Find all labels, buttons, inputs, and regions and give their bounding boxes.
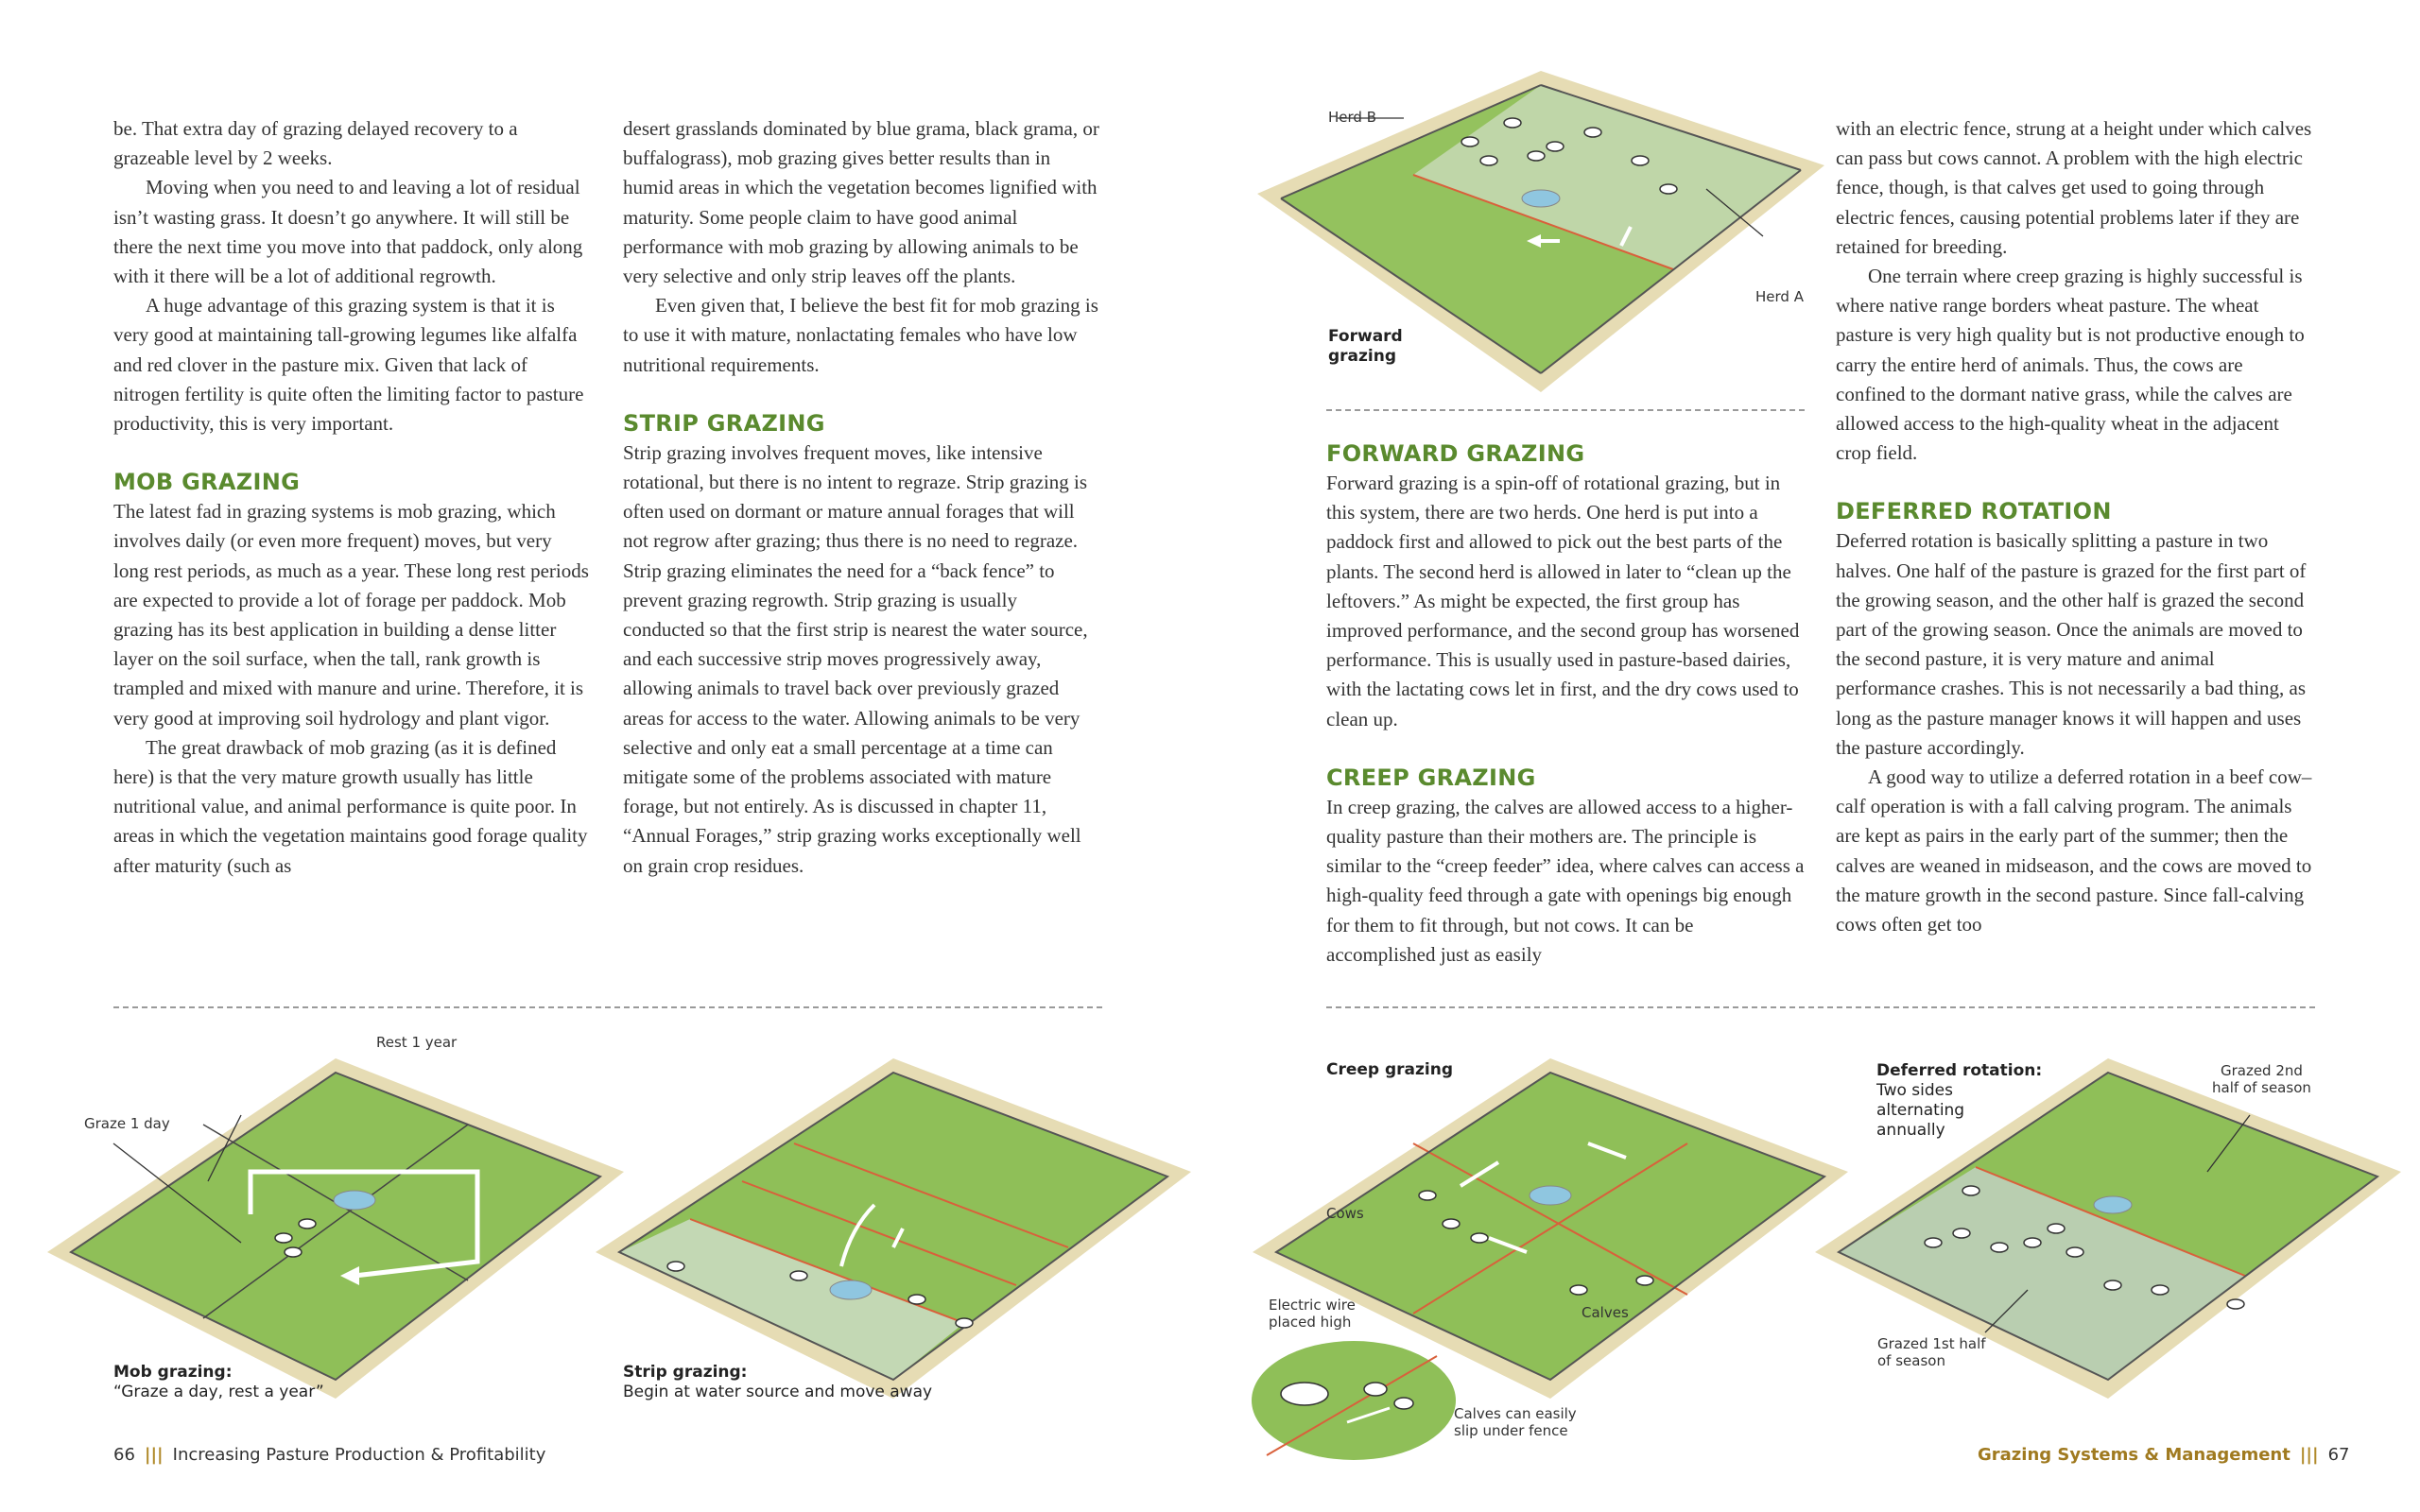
right-running-head: Grazing Systems & Management <box>1978 1445 2290 1465</box>
body-paragraph: The latest fad in grazing systems is mob grazing, which involves daily (or even more frequent) moves, but very long rest periods, as much as a year. These long rest periods are expected to provide a lot of forage per paddock. Mob grazing has its best application in building a dense litter layer on the soil surface, when the tall, rank growth is trampled and mixed with manure and urine. Therefore, it is very good at improving soil hydrology and plant vigor. <box>113 500 589 730</box>
left-running-head: Increasing Pasture Production & Profitability <box>172 1445 546 1465</box>
deferred-sub-line1: Two sides <box>1876 1081 1953 1100</box>
cows-label: Cows <box>1326 1205 1364 1222</box>
right-column-1 <box>1326 439 1805 970</box>
deferred-title-text: Deferred rotation: <box>1876 1061 2043 1080</box>
divider-right-top <box>1326 409 1805 411</box>
section-heading: DEFERRED ROTATION <box>1836 498 2112 525</box>
grazed1-line2: of season <box>1877 1352 1945 1369</box>
section-heading: CREEP GRAZING <box>1326 764 1536 791</box>
calves-slip-label <box>1454 1405 1577 1439</box>
wire-line1: Electric wire <box>1269 1297 1356 1314</box>
strip-grazing-caption <box>623 1363 932 1402</box>
creep-inset-illustration <box>1248 1337 1461 1465</box>
section-heading: MOB GRAZING <box>113 469 301 496</box>
body-paragraph: desert grasslands dominated by blue grama, black grama, or buffalograss), mob grazing gives better results than in humid areas in which the vegetation becomes lignified with maturity. Some people claim to have good animal performance with mob grazing by allowing animals to be very selective and only strip leaves off the plants. <box>623 117 1099 288</box>
mob-caption-sub: “Graze a day, rest a year” <box>113 1383 324 1401</box>
forward-caption-line1: Forward <box>1328 327 1403 346</box>
section-gap <box>1836 468 2314 497</box>
strip-caption-sub: Begin at water source and move away <box>623 1383 933 1401</box>
grazed-1st-label <box>1877 1335 1986 1369</box>
creep-title <box>1326 1060 1453 1080</box>
forward-grazing-caption <box>1328 327 1403 367</box>
herd-a-label: Herd A <box>1755 288 1804 305</box>
body-paragraph: Strip grazing involves frequent moves, like intensive rotational, but there is no intent to regraze. Strip grazing is often used on dormant or mature annual forages that will not regrow after grazing; thus there is no need to regraze. Strip grazing eliminates the need for a “back fence” to prevent grazing regrowth. Strip grazing is usually conducted so that the first strip is nearest the water source, and each successive strip moves progressively away, allowing animals to travel back over previously grazed areas for access to the water. Allowing animals to be very selective and only eat a small percentage at a time can mitigate some of the problems associated with mature forage, but not entirely. As is discussed in chapter 11, “Annual Forages,” strip grazing works exceptionally well on grain crop residues. <box>623 440 1088 877</box>
divider-left-bottom <box>113 1006 1102 1008</box>
body-paragraph: A huge advantage of this grazing system is that it is very good at maintaining tall-growing legumes like alfalfa and red clover in the pasture mix. Given that lack of nitrogen fertility is quite often the limiting factor to pasture productivity, this is very important. <box>113 294 584 436</box>
grazed2-line2: half of season <box>2212 1079 2311 1096</box>
left-folio-bars: ||| <box>144 1445 164 1465</box>
body-paragraph: The great drawback of mob grazing (as it is defined here) is that the very mature growth usually has little nutritional value, and animal performance is quite poor. In areas in which the vegetation maintains good forage quality after maturity (such as <box>113 735 588 877</box>
left-page-number: 66 <box>113 1445 135 1465</box>
slip-line1: Calves can easily <box>1454 1405 1577 1422</box>
deferred-title <box>1876 1061 2042 1141</box>
body-paragraph: Forward grazing is a spin-off of rotational grazing, but in this system, there are two herds. One herd is put into a paddock first and allowed to pick out the best parts of the plants. The second herd is allowed in later to “clean up the leftovers.” As might be expected, the first group has improved performance, and the second group has worsened performance. This is usually used in pasture-based dairies, with the lactating cows let in first, and the dry cows used to clean up. <box>1326 472 1800 730</box>
section-heading: FORWARD GRAZING <box>1326 440 1585 467</box>
body-paragraph: Deferred rotation is basically splitting a pasture in two halves. One half of the pasture is grazed for the first part of the growing season, and the other half is grazed the second part of the growing season. Once the animals are moved to the second pasture, it is very mature and animal performance crashes. This is not necessarily a bad thing, as long as the pasture manager knows it will happen and uses the pasture accordingly. <box>1836 529 2307 759</box>
strip-caption-title: Strip grazing: <box>623 1363 748 1382</box>
herd-b-label: Herd B <box>1328 109 1376 126</box>
body-paragraph: with an electric fence, strung at a height under which calves can pass but cows cannot. A problem with the high electric fence, though, is that calves get used to going through electric fences, causing potential problems later if they are retained for breeding. <box>1836 117 2312 258</box>
body-paragraph: In creep grazing, the calves are allowed access to a higher-quality pasture than their mothers are. The principle is similar to the “creep feeder” idea, where calves can access a high-quality feed through a gate with openings big enough for them to fit through, but not cows. It can be accomplished just as easily <box>1326 795 1805 966</box>
left-column-1 <box>113 114 592 881</box>
deferred-sub-line2: alternating <box>1876 1101 1965 1120</box>
divider-right-bottom <box>1326 1006 2315 1008</box>
right-page-number: 67 <box>2327 1445 2350 1465</box>
right-folio <box>1978 1445 2349 1465</box>
mob-caption-title: Mob grazing: <box>113 1363 233 1382</box>
strip-grazing-illustration <box>591 1049 1196 1408</box>
graze-label: Graze 1 day <box>84 1115 170 1132</box>
body-paragraph: be. That extra day of grazing delayed recovery to a grazeable level by 2 weeks. <box>113 117 518 170</box>
right-folio-bars: ||| <box>2299 1445 2319 1465</box>
deferred-sub-line3: annually <box>1876 1121 1945 1140</box>
creep-title-text: Creep grazing <box>1326 1060 1454 1079</box>
electric-wire-label <box>1269 1297 1356 1331</box>
section-heading: STRIP GRAZING <box>623 409 825 437</box>
body-paragraph: Even given that, I believe the best fit for mob grazing is to use it with mature, nonlactating females who have low nutritional requirements. <box>623 294 1098 376</box>
section-gap <box>623 380 1101 409</box>
calves-label: Calves <box>1582 1304 1629 1321</box>
grazed2-line1: Grazed 2nd <box>2220 1062 2303 1079</box>
section-gap <box>113 438 592 468</box>
body-paragraph: Moving when you need to and leaving a lot of residual isn’t wasting grass. It doesn’t go anywhere. It will still be there the next time you move into that paddock, only along with it there will be a lot of additional regrowth. <box>113 176 583 288</box>
forward-caption-line2: grazing <box>1328 347 1397 366</box>
mob-grazing-caption <box>113 1363 324 1402</box>
body-paragraph: A good way to utilize a deferred rotation in a beef cow–calf operation is with a fall calving program. The animals are kept as pairs in the early part of the summer; then the calves are weaned in midseason, and the cows are moved to the mature growth in the second pasture. Since fall-calving cows often get too <box>1836 765 2312 936</box>
wire-line2: placed high <box>1269 1314 1352 1331</box>
body-paragraph: One terrain where creep grazing is highly successful is where native range borders wheat pasture. The wheat pasture is very high quality but is not productive enough to carry the entire herd of animals. Thus, the cows are confined to the dormant native grass, while the calves are allowed access to the high-quality wheat in the adjacent crop field. <box>1836 265 2305 465</box>
section-gap <box>1326 734 1805 764</box>
left-column-2 <box>623 114 1101 881</box>
left-folio <box>113 1445 545 1465</box>
rest-label: Rest 1 year <box>376 1034 458 1051</box>
grazed-2nd-label <box>2212 1062 2311 1096</box>
slip-line2: slip under fence <box>1454 1422 1568 1439</box>
mob-grazing-illustration <box>43 1049 629 1408</box>
right-column-2 <box>1836 114 2314 939</box>
grazed1-line1: Grazed 1st half <box>1877 1335 1986 1352</box>
